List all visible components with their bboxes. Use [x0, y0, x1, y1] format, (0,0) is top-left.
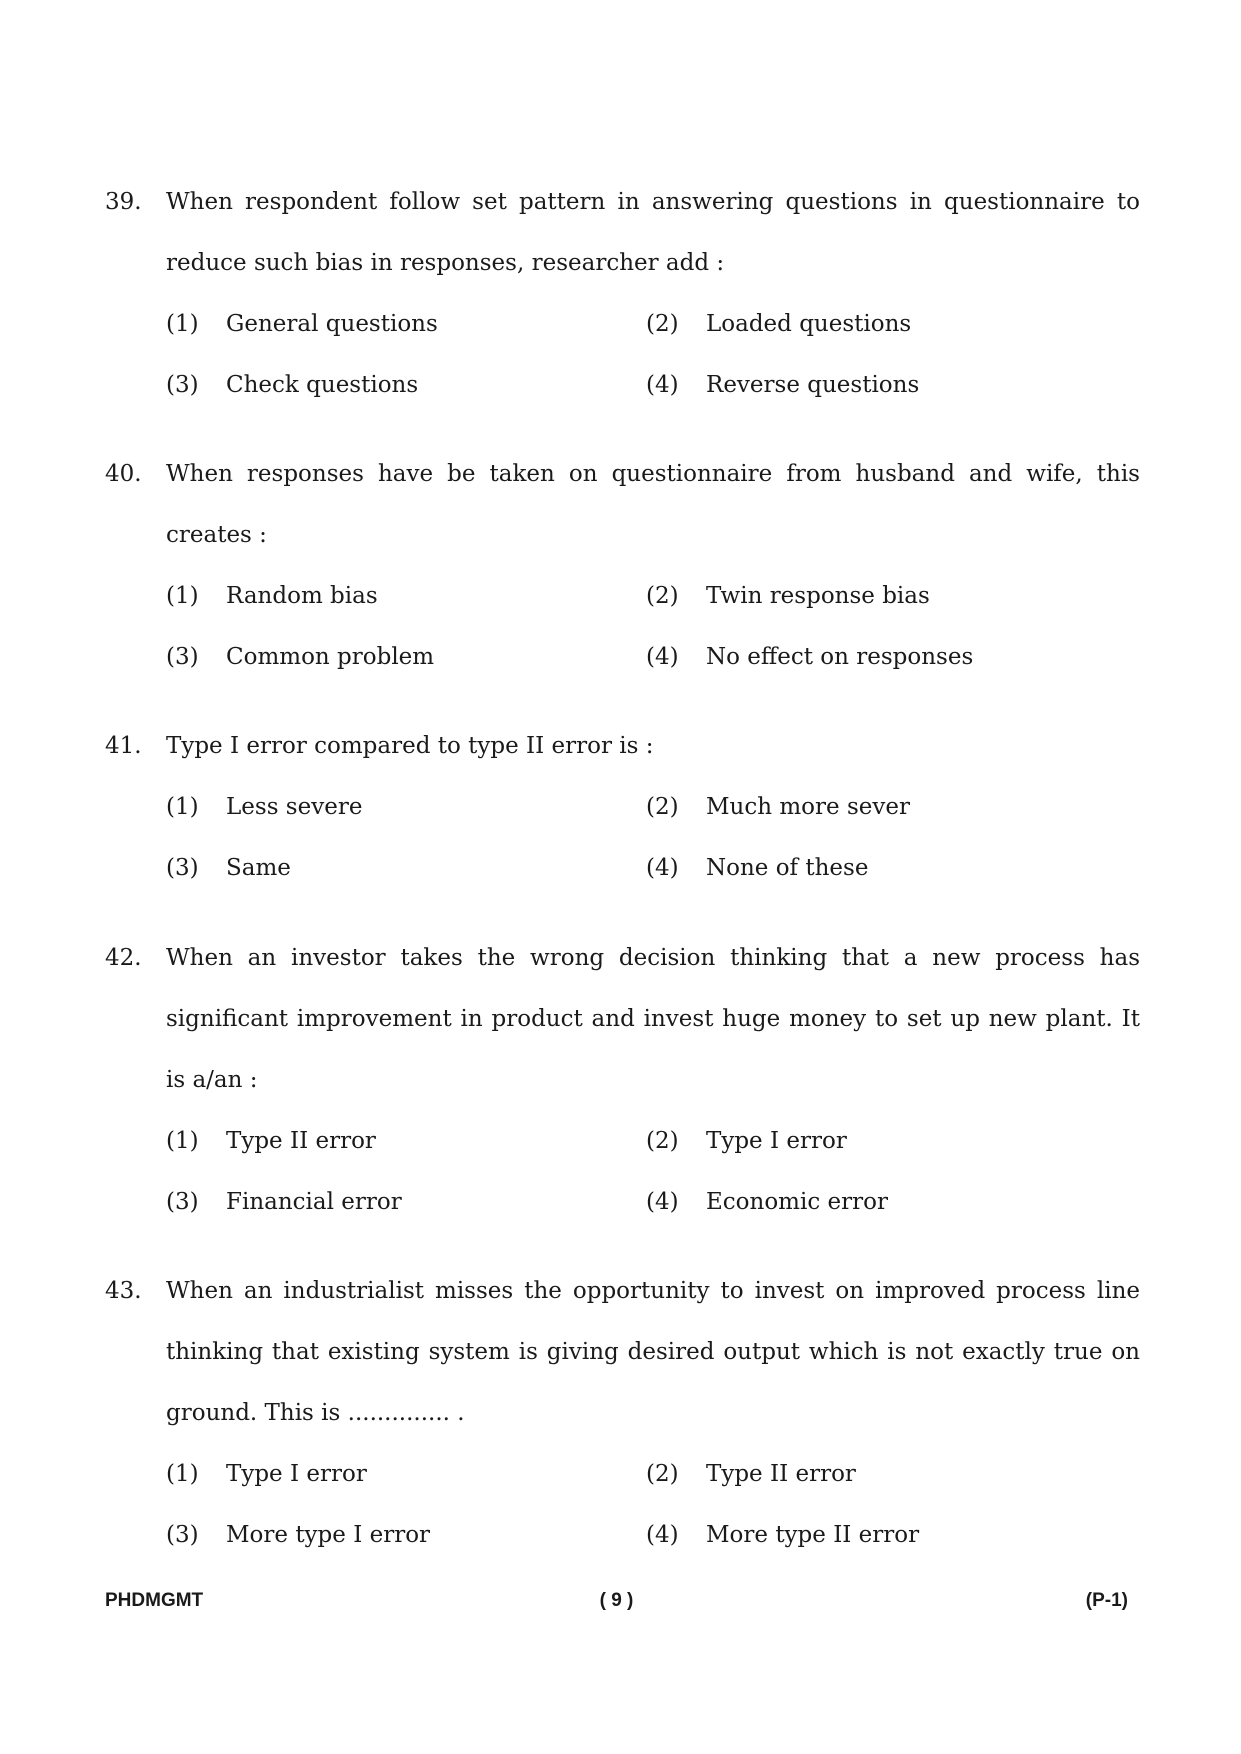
option-number: (2)	[646, 1128, 679, 1154]
option-2	[646, 777, 1126, 838]
option-text: Less severe	[226, 794, 363, 820]
option-number: (1)	[166, 794, 199, 820]
paper-code: PHDMGMT	[105, 1590, 204, 1611]
option-3	[166, 1172, 646, 1233]
option-text: More type II error	[706, 1522, 920, 1548]
options-list	[166, 294, 1140, 416]
options-list	[166, 1111, 1140, 1233]
option-4	[646, 838, 1126, 899]
option-text: Type I error	[226, 1461, 367, 1487]
option-number: (2)	[646, 1461, 679, 1487]
option-number: (2)	[646, 583, 679, 609]
option-number: (4)	[646, 1522, 679, 1548]
option-3	[166, 627, 646, 688]
option-text: Reverse questions	[706, 372, 920, 398]
option-number: (1)	[166, 1461, 199, 1487]
question-text: When an industrialist misses the opportunity to invest on improved process line thinking that existing system is giving desired output which is not exactly true on ground. This is .............. .	[166, 1278, 1140, 1426]
options-list	[166, 566, 1140, 688]
option-1	[166, 294, 646, 355]
question-39	[105, 172, 1140, 416]
option-number: (1)	[166, 1128, 199, 1154]
option-1	[166, 1444, 646, 1505]
option-number: (4)	[646, 644, 679, 670]
page-footer	[105, 1590, 1128, 1620]
question-42	[105, 928, 1140, 1233]
option-text: None of these	[706, 855, 869, 881]
option-2	[646, 1111, 1126, 1172]
option-2	[646, 566, 1126, 627]
option-3	[166, 1505, 646, 1566]
option-3	[166, 355, 646, 416]
question-43	[105, 1261, 1140, 1566]
option-2	[646, 294, 1126, 355]
option-text: Loaded questions	[706, 311, 912, 337]
option-text: More type I error	[226, 1522, 431, 1548]
question-text: Type I error compared to type II error is :	[166, 733, 654, 759]
option-text: Check questions	[226, 372, 419, 398]
option-text: Common problem	[226, 644, 435, 670]
question-number: 41.	[105, 733, 142, 759]
option-number: (4)	[646, 855, 679, 881]
option-3	[166, 838, 646, 899]
option-number: (1)	[166, 583, 199, 609]
option-number: (3)	[166, 1189, 199, 1215]
option-text: Twin response bias	[706, 583, 930, 609]
options-list	[166, 1444, 1140, 1566]
option-4	[646, 1172, 1126, 1233]
option-1	[166, 1111, 646, 1172]
option-4	[646, 627, 1126, 688]
option-text: Financial error	[226, 1189, 402, 1215]
option-number: (3)	[166, 372, 199, 398]
option-text: No effect on responses	[706, 644, 974, 670]
question-text: When responses have be taken on questionnaire from husband and wife, this creates :	[166, 461, 1140, 548]
option-text: General questions	[226, 311, 438, 337]
option-text: Much more sever	[706, 794, 910, 820]
option-number: (1)	[166, 311, 199, 337]
option-4	[646, 355, 1126, 416]
option-text: Economic error	[706, 1189, 888, 1215]
options-list	[166, 777, 1140, 899]
option-number: (4)	[646, 372, 679, 398]
option-1	[166, 566, 646, 627]
paper-set: (P-1)	[1085, 1590, 1128, 1611]
question-40	[105, 444, 1140, 688]
option-4	[646, 1505, 1126, 1566]
option-text: Random bias	[226, 583, 378, 609]
page-number: ( 9 )	[599, 1590, 634, 1611]
question-number: 40.	[105, 461, 142, 487]
option-number: (3)	[166, 644, 199, 670]
question-number: 43.	[105, 1278, 142, 1304]
option-number: (3)	[166, 1522, 199, 1548]
option-text: Type II error	[226, 1128, 376, 1154]
question-text: When respondent follow set pattern in answering questions in questionnaire to reduce such bias in responses, researcher add :	[166, 189, 1140, 276]
option-number: (4)	[646, 1189, 679, 1215]
option-text: Type I error	[706, 1128, 847, 1154]
question-number: 39.	[105, 189, 142, 215]
option-number: (2)	[646, 794, 679, 820]
option-text: Same	[226, 855, 291, 881]
question-text: When an investor takes the wrong decision thinking that a new process has significant improvement in product and invest huge money to set up new plant. It is a/an :	[166, 945, 1140, 1093]
option-text: Type II error	[706, 1461, 856, 1487]
option-number: (3)	[166, 855, 199, 881]
option-2	[646, 1444, 1126, 1505]
question-number: 42.	[105, 945, 142, 971]
option-number: (2)	[646, 311, 679, 337]
option-1	[166, 777, 646, 838]
question-41	[105, 716, 1140, 899]
